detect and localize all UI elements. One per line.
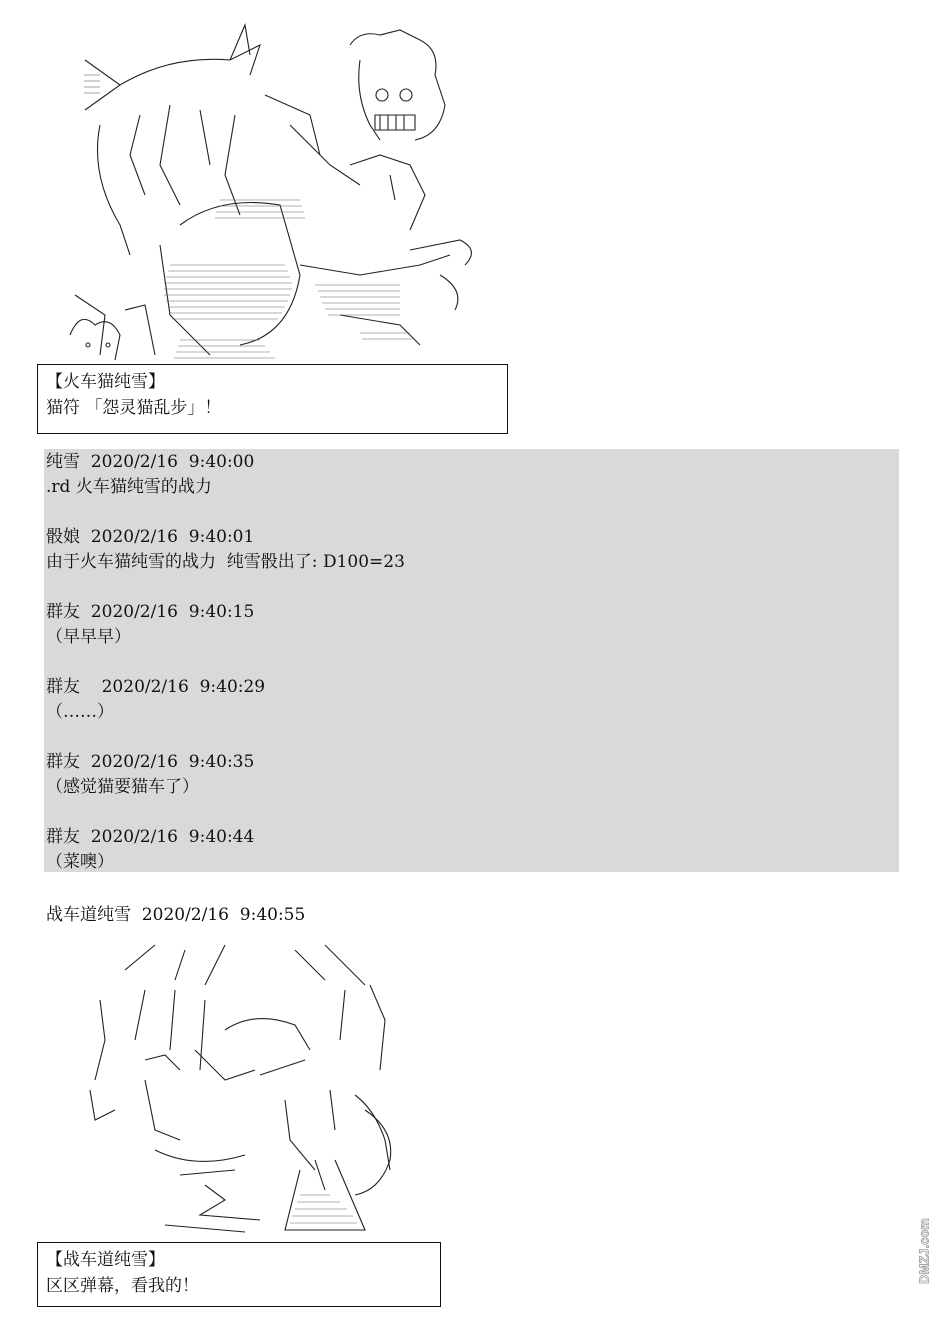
log-line: 群友 2020/2/16 9:40:35 [46,752,255,772]
watermark-logo [912,1211,938,1291]
caption-speaker: 【战车道纯雪】 [46,1250,165,1270]
caption-text: 区区弹幕，看我的！ [46,1276,199,1296]
ascii-art-cat-girl [60,15,480,365]
caption-box-top [37,364,508,434]
caption-box-bottom [37,1242,441,1307]
log-line: （早早早） [46,627,131,647]
log-line: （感觉猫要猫车了） [46,777,199,797]
log-line: 群友 2020/2/16 9:40:44 [46,827,255,847]
log-line: 骰娘 2020/2/16 9:40:01 [46,527,255,547]
log-line: 由于火车猫纯雪的战力 纯雪骰出了: D100=23 [46,552,405,572]
caption-speaker: 【火车猫纯雪】 [46,372,165,392]
ascii-art-girl-face [85,940,415,1235]
log-line: 纯雪 2020/2/16 9:40:00 [46,452,255,472]
caption-text: 猫符 「怨灵猫乱步」！ [46,398,222,418]
log-line: .rd 火车猫纯雪的战力 [46,477,212,497]
log-line-standalone: 战车道纯雪 2020/2/16 9:40:55 [46,905,306,925]
log-line: （……） [46,702,114,722]
log-line: 群友 2020/2/16 9:40:29 [46,677,266,697]
log-line: （菜噢） [46,852,114,872]
watermark-text: DMZJ.com [916,1218,932,1284]
log-line: 群友 2020/2/16 9:40:15 [46,602,255,622]
chat-log [44,449,899,872]
